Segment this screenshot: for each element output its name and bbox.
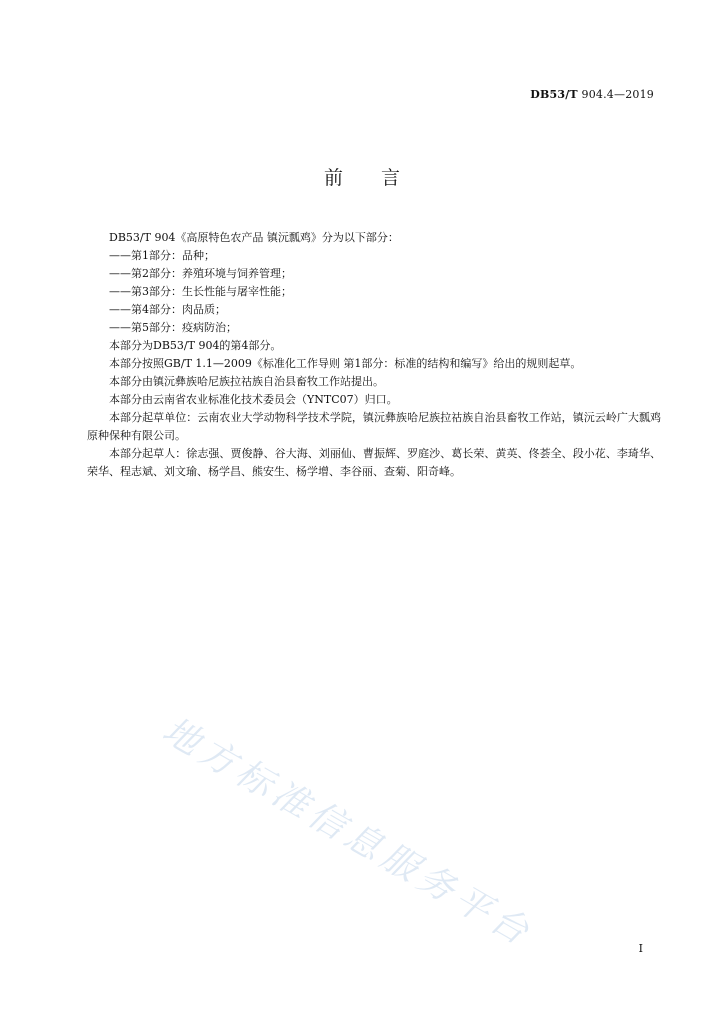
list-item-part-3: ——第3部分：生长性能与屠宰性能；	[109, 285, 292, 298]
standard-code-suffix: 904.4—2019	[577, 88, 654, 101]
foreword-body	[87, 229, 661, 481]
paragraph-centralized-by: 本部分由云南省农业标准化技术委员会（YNTC07）归口。	[109, 393, 398, 406]
list-item-part-5: ——第5部分：疫病防治；	[109, 321, 237, 334]
list-item-part-4: ——第4部分：肉品质；	[109, 303, 226, 316]
page-title: 前言	[323, 167, 438, 189]
paragraph-series-intro: DB53/T 904《高原特色农产品 镇沅瓢鸡》分为以下部分：	[109, 231, 399, 244]
list-item-part-1: ——第1部分：品种；	[109, 249, 215, 262]
paragraph-drafting-rules: 本部分按照GB/T 1.1—2009《标准化工作导则 第1部分：标准的结构和编写》给出的规则起草。	[109, 357, 582, 370]
list-item-part-2: ——第2部分：养殖环境与饲养管理；	[109, 267, 292, 280]
watermark: 地方标准信息服务平台	[155, 709, 540, 956]
page-number: I	[638, 942, 643, 955]
paragraph-drafting-units: 本部分起草单位：云南农业大学动物科学技术学院，镇沅彝族哈尼族拉祜族自治县畜牧工作站，镇沅云岭广大瓢鸡原种保种有限公司。	[87, 411, 661, 442]
paragraph-part-statement: 本部分为DB53/T 904的第4部分。	[109, 339, 282, 352]
paragraph-proposed-by: 本部分由镇沅彝族哈尼族拉祜族自治县畜牧工作站提出。	[109, 375, 384, 388]
paragraph-drafters: 本部分起草人：徐志强、贾俊静、谷大海、刘丽仙、曹振辉、罗庭沙、葛长荣、黄英、佟荟全、段小花、李琦华、荣华、程志斌、刘文瑜、杨学昌、熊安生、杨学增、李谷丽、查菊、阳奇峰。	[87, 447, 661, 478]
standard-code-prefix: DB53/T	[530, 88, 578, 101]
standard-code	[530, 88, 654, 101]
